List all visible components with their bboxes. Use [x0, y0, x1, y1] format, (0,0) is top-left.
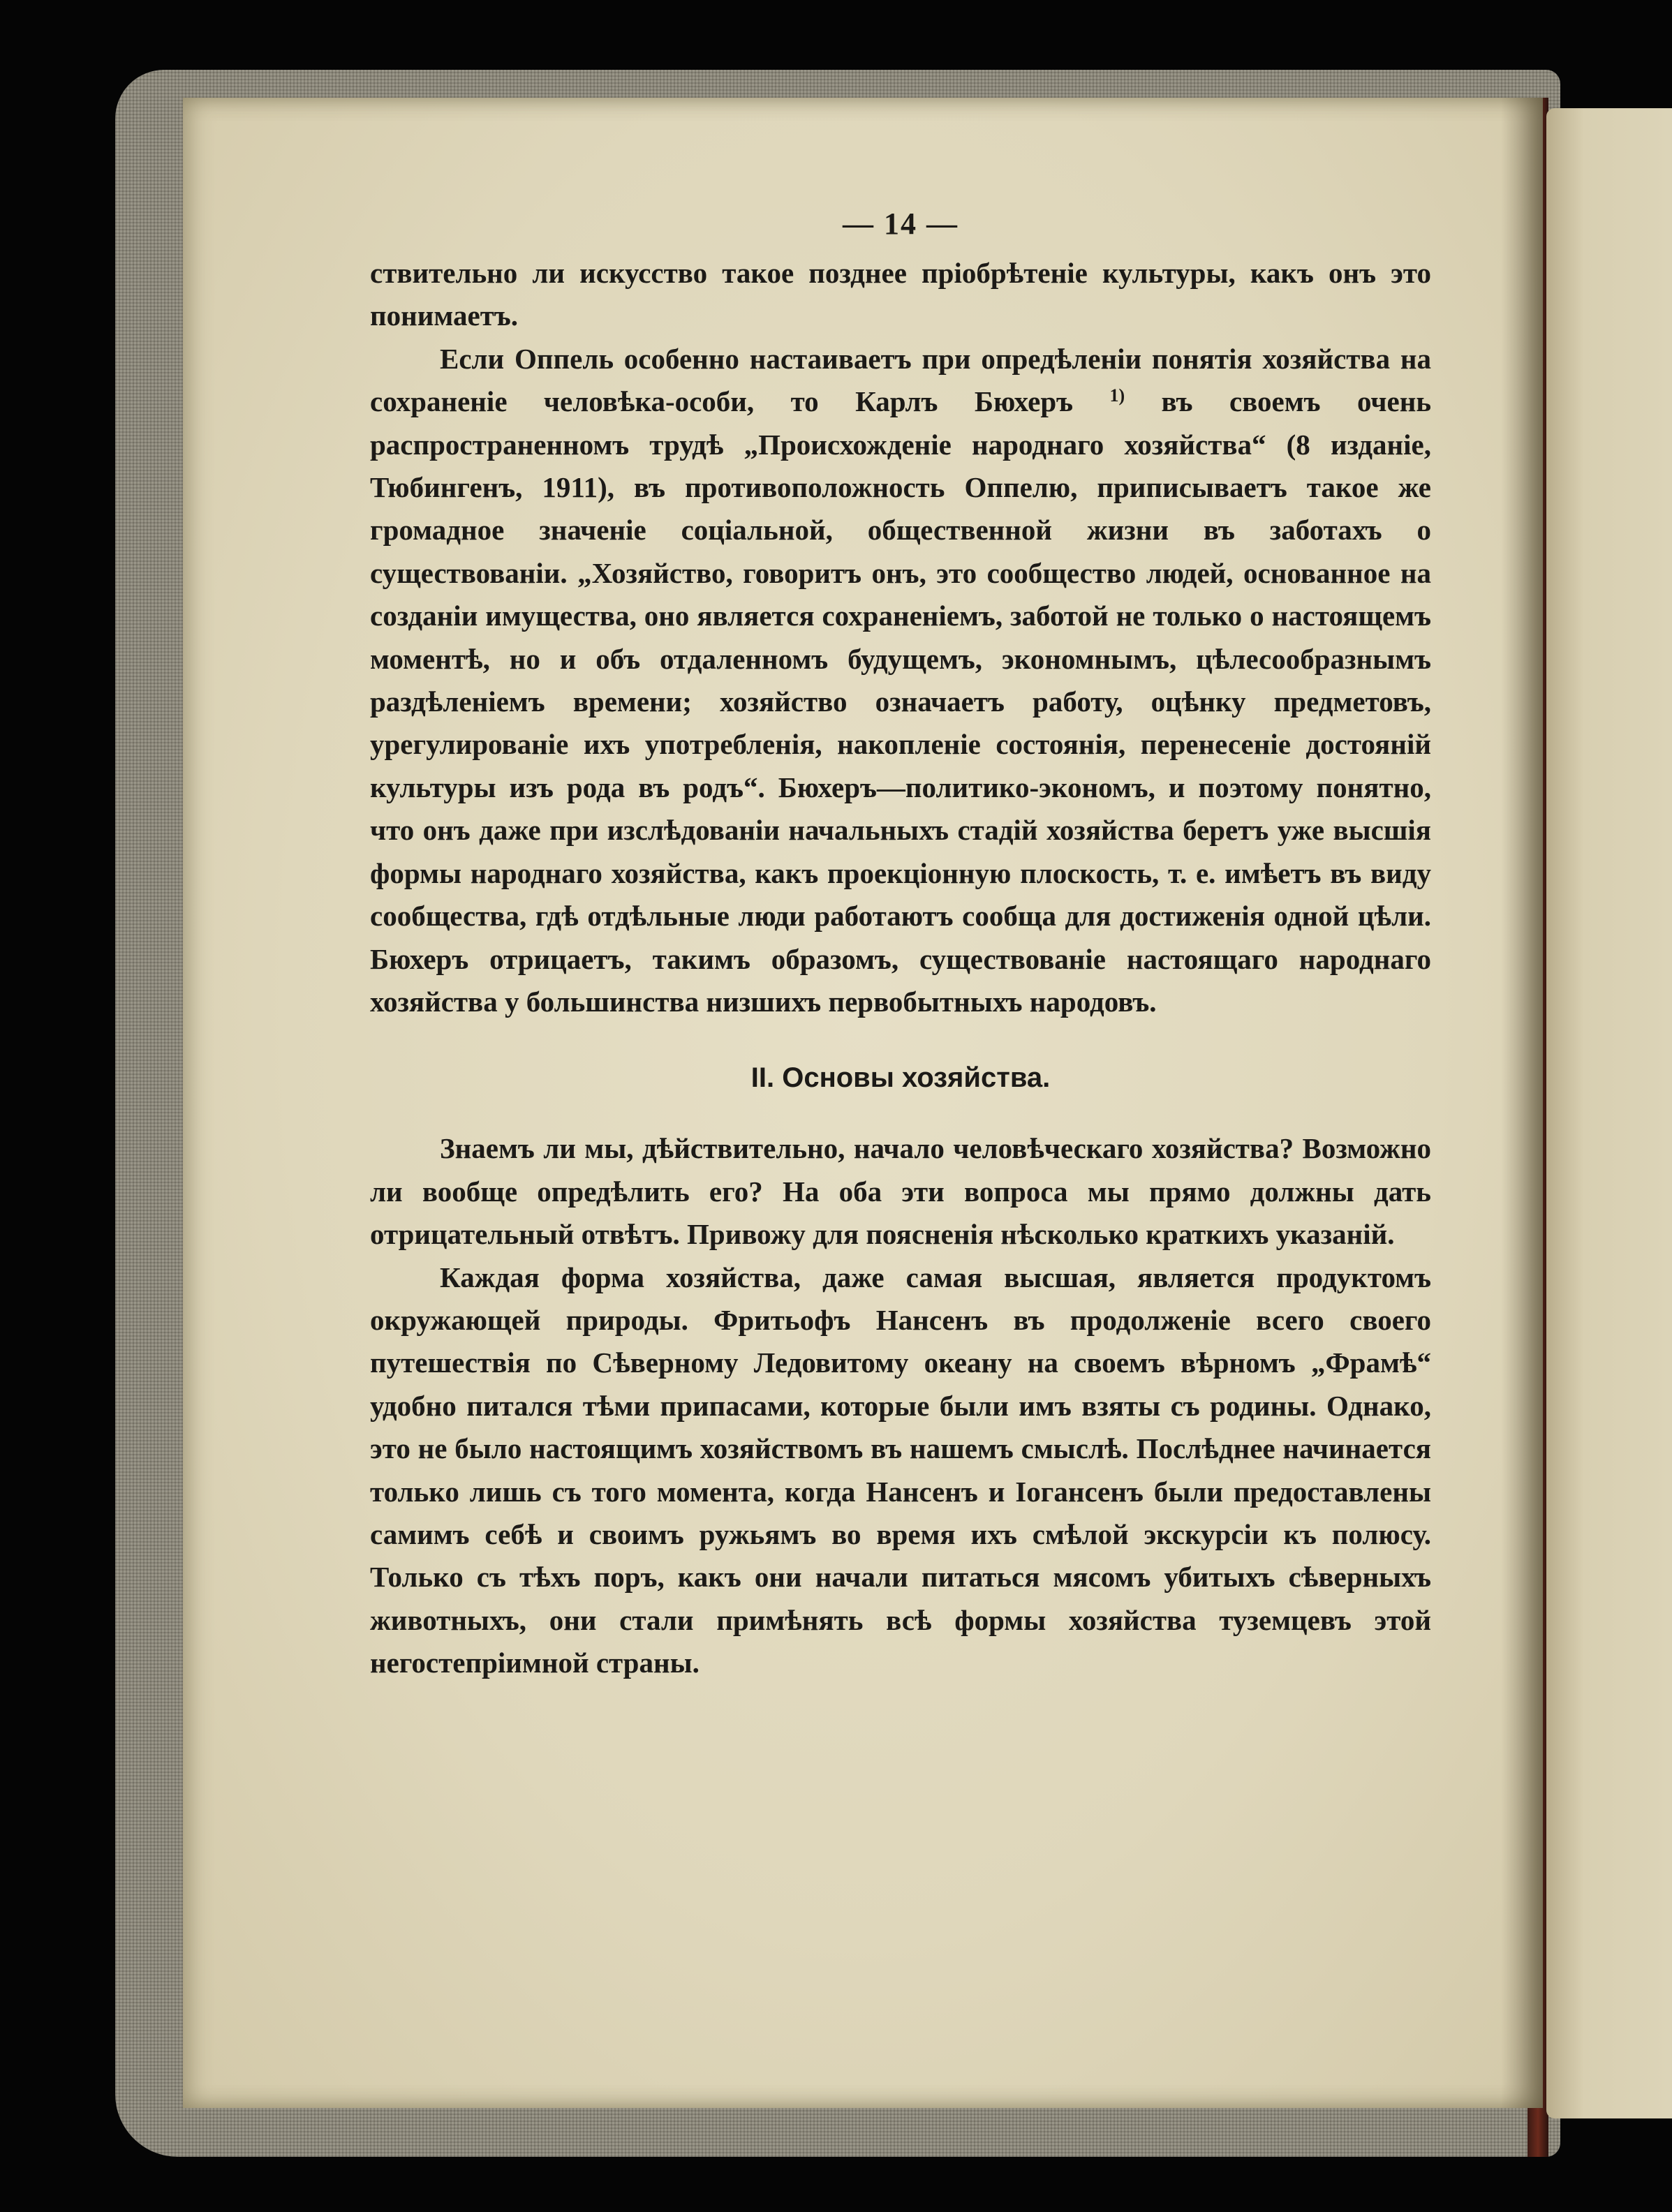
page-text [370, 202, 1431, 1685]
section-heading: II. Основы хозяйства. [750, 1062, 1051, 1094]
paragraph-continuation: ствительно ли искусство такое позднее пріобрѣтеніе культуры, какъ онъ это понимаетъ. [370, 257, 1431, 332]
paragraph-buecher-rest: въ своемъ очень распространенномъ трудѣ „Происхожденіе народнаго хозяйства“ (8 изданіе, Тюбингенъ, 1911), въ противоположность Оппелю, приписываетъ такое же громадное значеніе соціальной, общественной жизни въ заботахъ о существованіи. „Хозяйство, говоритъ онъ, это сообщество людей, основанное на созданіи имущества, оно является сохраненіемъ, заботой не только о настоящемъ моментѣ, но и объ отдаленномъ будущемъ, экономнымъ, цѣлесообразнымъ раздѣленіемъ времени; хозяйство означаетъ работу, оцѣнку предметовъ, урегулированіе ихъ употребленія, накопленіе состоянія, перенесеніе достояній культуры изъ рода въ родъ“. Бюхеръ—политико-экономъ, и поэтому понятно, что онъ даже при изслѣдованіи начальныхъ стадій хозяйства беретъ уже высшія формы народнаго хозяйства, какъ проекціонную плоскость, т. е. имѣетъ въ виду сообщества, гдѣ отдѣльные люди работаютъ сообща для достиженія одной цѣли. Бюхеръ отрицаетъ, такимъ образомъ, существованіе настоящаго народнаго хозяйства у большинства низшихъ первобытныхъ народовъ. [370, 385, 1432, 1018]
footnote-marker: 1) [1109, 385, 1125, 406]
next-page-edge [1546, 108, 1672, 2118]
gutter-shadow [1501, 98, 1543, 2108]
paragraph-nansen: Каждая форма хозяйства, даже самая высшая, является продуктомъ окружающей природы. Фритьофъ Нансенъ въ продолженіе всего своего путешествія по Сѣверному Ледовитому океану на своемъ вѣрномъ „Фрамѣ“ удобно питался тѣми припасами, которые были имъ взяты съ родины. Однако, это не было настоящимъ хозяйствомъ въ нашемъ смыслѣ. Послѣднее начинается только лишь съ того момента, когда Нансенъ и Іогансенъ были предоставлены самимъ себѣ и своимъ ружьямъ во время ихъ смѣлой экскурсіи къ полюсу. Только съ тѣхъ поръ, какъ они начали питаться мясомъ убитыхъ сѣверныхъ животныхъ, они стали примѣнять всѣ формы хозяйства туземцевъ этой негостепріимной страны. [370, 1261, 1431, 1679]
page-number: — 14 — [843, 207, 959, 241]
paragraph-buecher-start: Если Оппель особенно настаиваетъ при опредѣленіи понятія хозяйства на сохраненіе человѣка-особи, то Карлъ Бюхеръ [370, 342, 1431, 418]
paragraph-origins: Знаемъ ли мы, дѣйствительно, начало человѣческаго хозяйства? Возможно ли вообще опредѣлить его? На оба эти вопроса мы прямо должны дать отрицательный отвѣтъ. Привожу для поясненія нѣсколько краткихъ указаній. [370, 1132, 1431, 1251]
paragraph-buecher [370, 338, 1431, 1024]
